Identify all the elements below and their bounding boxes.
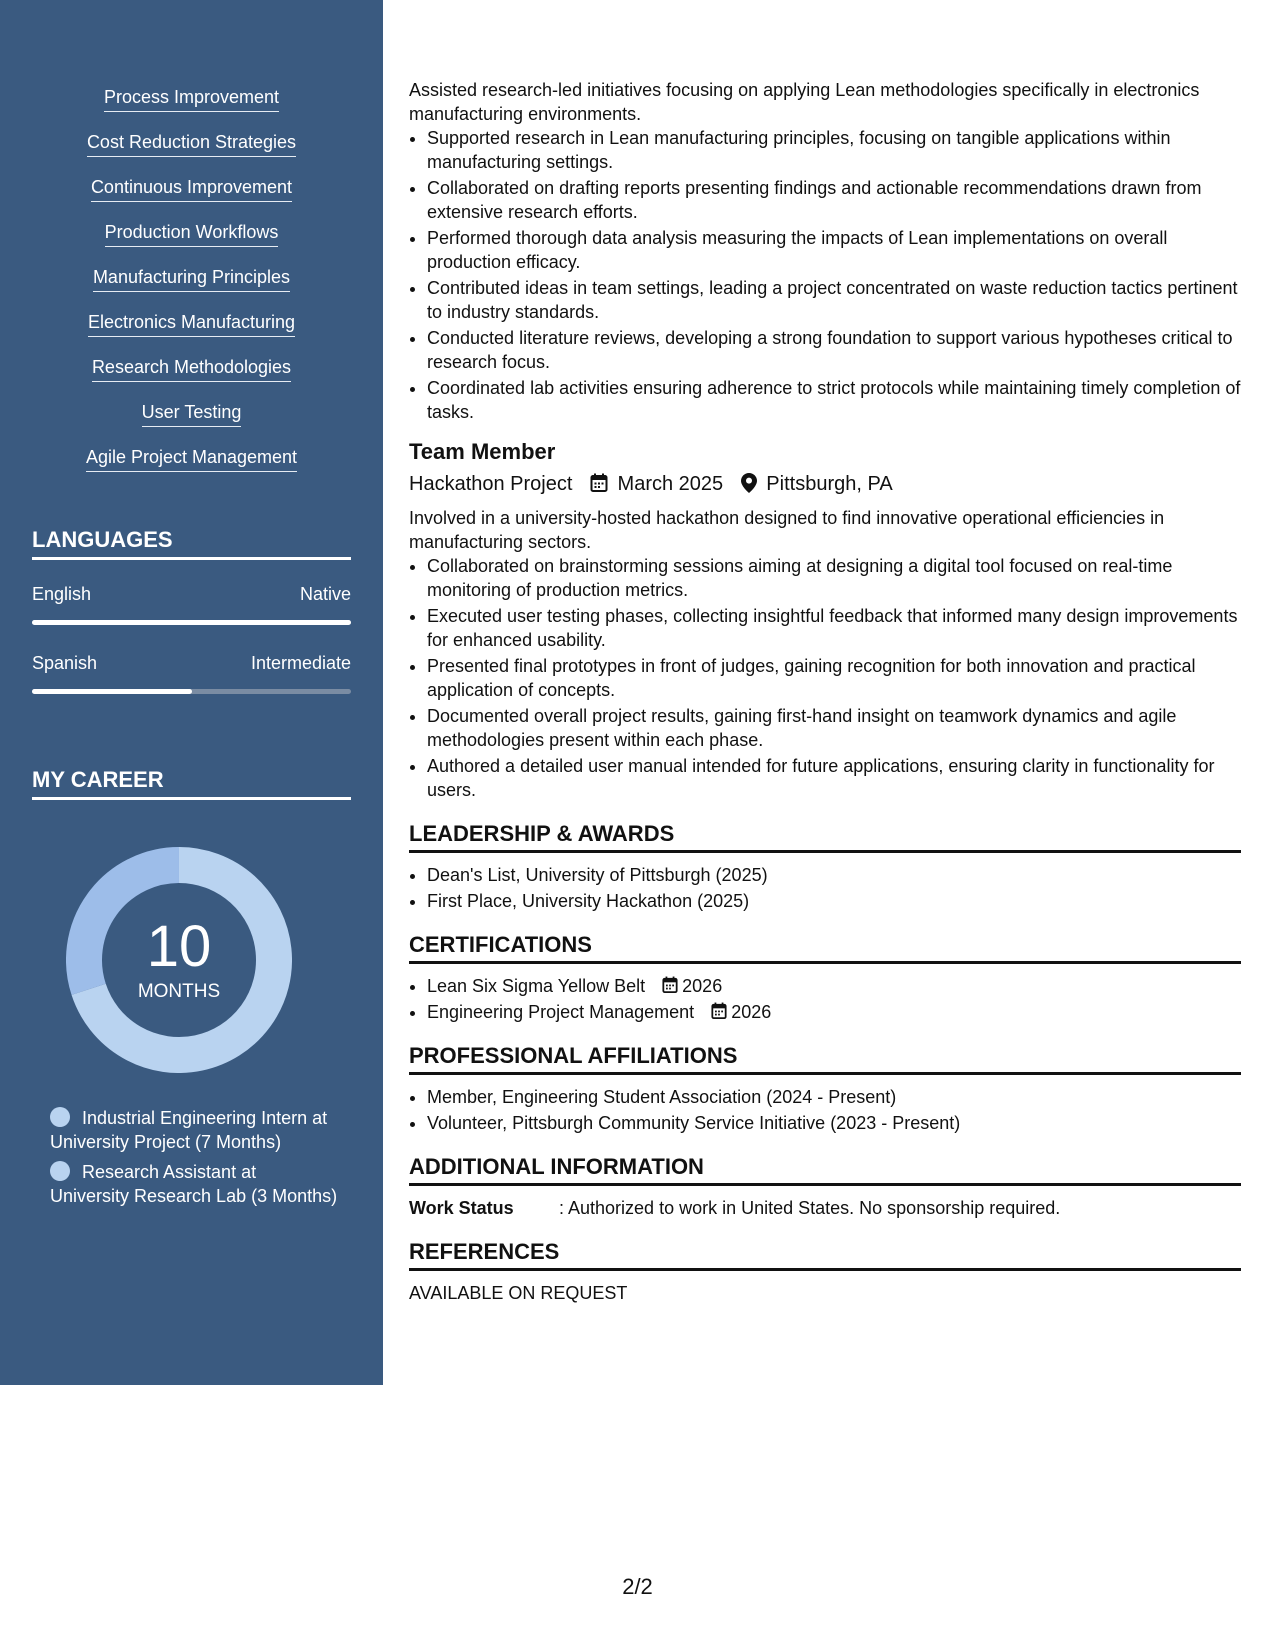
certification-item	[427, 1000, 1241, 1024]
certifications-list	[409, 974, 1241, 1024]
certifications-heading: CERTIFICATIONS	[409, 931, 1241, 964]
career-legend-item	[50, 1160, 340, 1208]
references-text: AVAILABLE ON REQUEST	[409, 1283, 628, 1303]
role-bullets	[409, 554, 1241, 802]
language-name: Spanish	[32, 653, 98, 673]
bullet-item: • Documented overall project results, gaining first-hand insight on teamwork dynamics and agile methodologies present within each phase.	[427, 704, 1241, 752]
work-status-value: : Authorized to work in United States. No sponsorship required.	[559, 1198, 1061, 1218]
bullet-item: • Authored a detailed user manual intended for future applications, ensuring clarity in functionality for users.	[427, 754, 1241, 802]
bullet-item: • Supported research in Lean manufacturing principles, focusing on tangible applications within manufacturing settings.	[427, 126, 1241, 174]
skill-item: Agile Project Management	[86, 446, 297, 472]
work-status-label: Work Status	[409, 1198, 514, 1218]
skill-item: Process Improvement	[104, 86, 279, 112]
role-meta	[409, 470, 1241, 498]
proficiency-fill	[32, 620, 351, 625]
career-heading: MY CAREER	[32, 767, 351, 800]
skills-list	[0, 86, 383, 491]
bullet-item: • Collaborated on drafting reports presenting findings and actionable recommendations drawn from extensive research efforts.	[427, 176, 1241, 224]
references-heading: REFERENCES	[409, 1238, 1241, 1271]
main-content	[409, 78, 1241, 1305]
skill-item: Manufacturing Principles	[93, 266, 290, 292]
proficiency-bar	[32, 689, 351, 694]
career-legend-text: Industrial Engineering Intern at University Project (7 Months)	[50, 1108, 328, 1152]
legend-dot-icon	[50, 1107, 70, 1127]
proficiency-fill	[32, 689, 192, 694]
proficiency-bar	[32, 620, 351, 625]
career-donut-chart	[66, 847, 292, 1073]
affiliation-item: • Member, Engineering Student Association (2024 - Present)	[427, 1085, 1241, 1109]
certification-item	[427, 974, 1241, 998]
bullet-item: • Coordinated lab activities ensuring adherence to strict protocols while maintaining timely completion of tasks.	[427, 376, 1241, 424]
certification-name: Engineering Project Management	[427, 1002, 695, 1022]
work-status-row	[409, 1196, 1241, 1220]
location-pin-icon	[741, 473, 757, 493]
award-item: • First Place, University Hackathon (2025)	[427, 889, 1241, 913]
intro-bullets	[409, 126, 1241, 424]
role-title: Team Member	[409, 439, 556, 464]
skill-item: Continuous Improvement	[91, 176, 292, 202]
award-item: • Dean's List, University of Pittsburgh (2025)	[427, 863, 1241, 887]
legend-dot-icon	[50, 1161, 70, 1181]
career-legend	[50, 1106, 340, 1214]
skill-item: Cost Reduction Strategies	[87, 131, 296, 157]
leadership-heading: LEADERSHIP & AWARDS	[409, 820, 1241, 853]
language-level: Native	[299, 584, 351, 604]
calendar-icon	[590, 473, 608, 493]
language-name: English	[32, 584, 92, 604]
certification-year: 2026	[731, 1002, 772, 1022]
skill-item: Electronics Manufacturing	[88, 311, 295, 337]
skill-item: User Testing	[142, 401, 242, 427]
intro-paragraph: Assisted research-led initiatives focusing on applying Lean methodologies specifically in electronics manufacturing environments.	[409, 80, 1200, 124]
affiliation-item: • Volunteer, Pittsburgh Community Service Initiative (2023 - Present)	[427, 1111, 1241, 1135]
affiliations-heading: PROFESSIONAL AFFILIATIONS	[409, 1042, 1241, 1075]
career-legend-item	[50, 1106, 340, 1154]
calendar-icon	[662, 976, 678, 994]
languages-heading: LANGUAGES	[32, 527, 351, 560]
role-date: March 2025	[617, 473, 724, 495]
language-level: Intermediate	[250, 653, 351, 673]
role-location: Pittsburgh, PA	[766, 473, 893, 495]
role-paragraph: Involved in a university-hosted hackathon designed to find innovative operational efficiencies in manufacturing sectors.	[409, 508, 1165, 552]
affiliations-list	[409, 1085, 1241, 1135]
career-total-unit: MONTHS	[137, 981, 221, 1002]
certification-year: 2026	[682, 976, 723, 996]
calendar-icon	[711, 1002, 727, 1020]
career-total-number: 10	[146, 914, 212, 979]
page-number: 2/2	[622, 1574, 653, 1599]
bullet-item: • Executed user testing phases, collecting insightful feedback that informed many design improvements for enhanced usability.	[427, 604, 1241, 652]
bullet-item: • Conducted literature reviews, developing a strong foundation to support various hypotheses critical to research focus.	[427, 326, 1241, 374]
career-legend-text: Research Assistant at University Research Lab (3 Months)	[50, 1162, 338, 1206]
bullet-item: • Presented final prototypes in front of judges, gaining recognition for both innovation and practical application of concepts.	[427, 654, 1241, 702]
bullet-item: • Contributed ideas in team settings, leading a project concentrated on waste reduction tactics pertinent to industry standards.	[427, 276, 1241, 324]
role-org: Hackathon Project	[409, 473, 573, 495]
additional-info-heading: ADDITIONAL INFORMATION	[409, 1153, 1241, 1186]
skill-item: Research Methodologies	[92, 356, 291, 382]
sidebar	[0, 0, 383, 1385]
certification-name: Lean Six Sigma Yellow Belt	[427, 976, 646, 996]
leadership-list	[409, 863, 1241, 913]
bullet-item: • Performed thorough data analysis measuring the impacts of Lean implementations on overall production efficacy.	[427, 226, 1241, 274]
bullet-item: • Collaborated on brainstorming sessions aiming at designing a digital tool focused on real-time monitoring of production metrics.	[427, 554, 1241, 602]
skill-item: Production Workflows	[105, 221, 279, 247]
